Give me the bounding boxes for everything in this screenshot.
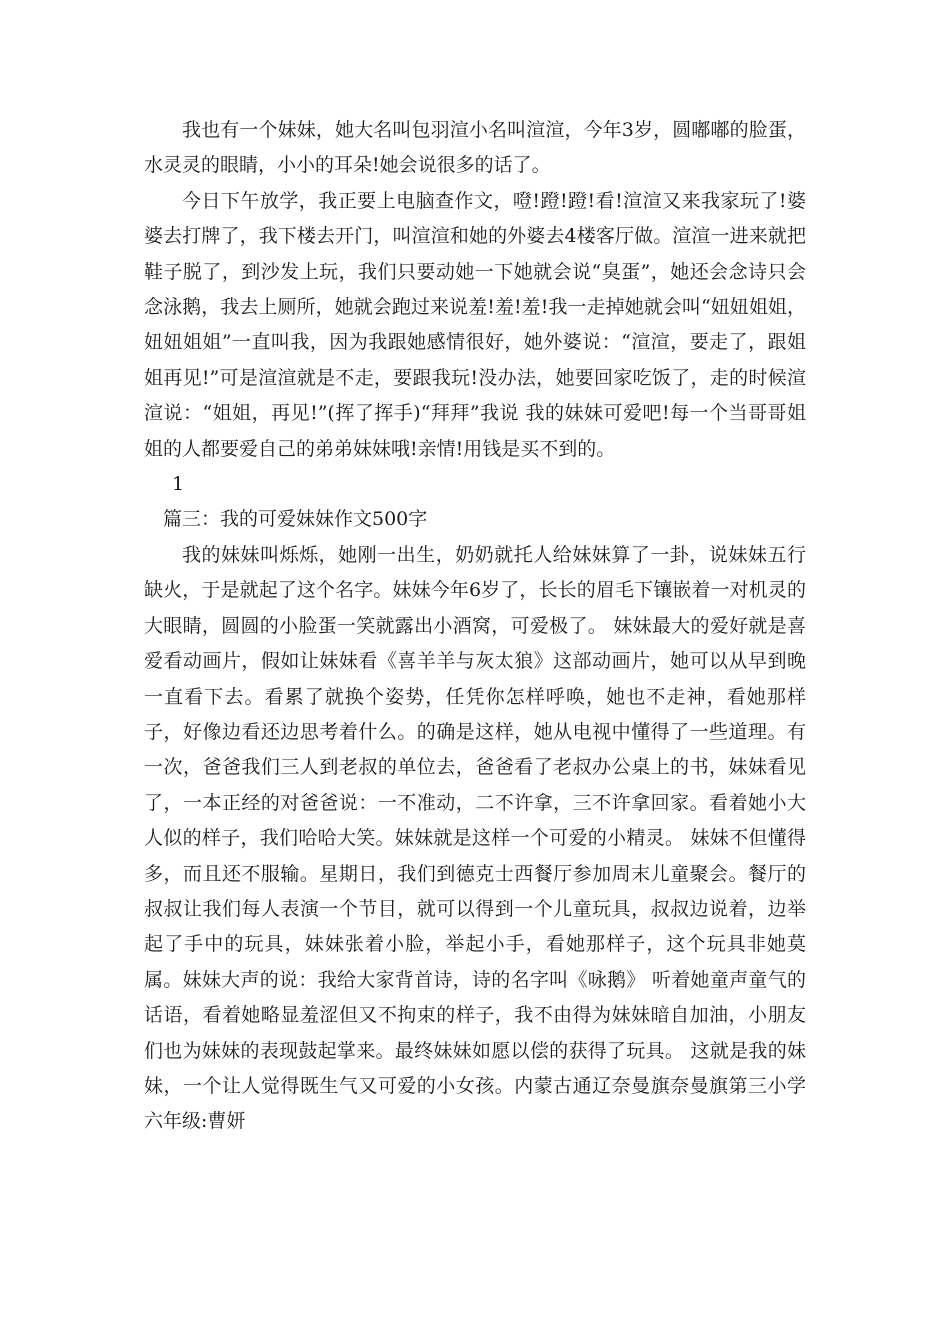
document-body — [144, 113, 806, 1140]
page-number: 1 — [172, 473, 185, 496]
paragraph-intro: 我也有一个妹妹，她大名叫包羽渲小名叫渲渲，今年3岁，圆嘟嘟的脸蛋，水灵灵的眼睛，小小的耳朵!她会说很多的话了。 — [144, 119, 806, 177]
section-heading: 篇三：我的可爱妹妹作文500字 — [163, 508, 428, 531]
paragraph-essay-body: 我的妹妹叫烁烁，她刚一出生，奶奶就托人给妹妹算了一卦，说妹妹五行缺火，于是就起了这个名字。妹妹今年6岁了，长长的眉毛下镶嵌着一对机灵的大眼睛，圆圆的小脸蛋一笑就露出小酒窝，可爱极了。 妹妹最大的爱好就是喜爱看动画片，假如让妹妹看《喜羊羊与灰太狼》这部动画片，她可以从早到晚一直看下去。看累了就换个姿势，任凭你怎样呼唤，她也不走神，看她那样子，好像边看还边思考着什么。的确是这样，她从电视中懂得了一些道理。有一次，爸爸我们三人到老叔的单位去，爸爸看了老叔办公桌上的书，妹妹看见了，一本正经的对爸爸说：一不准动，二不许拿，三不许拿回家。看着她小大人似的样子，我们哈哈大笑。妹妹就是这样一个可爱的小精灵。 妹妹不但懂得多，而且还不服输。星期日，我们到德克士西餐厅参加周末儿童聚会。餐厅的叔叔让我们每人表演一个节目，就可以得到一个儿童玩具，叔叔边说着，边举起了手中的玩具，妹妹张着小脸，举起小手，看她那样子，这个玩具非她莫属。妹妹大声的说：我给大家背首诗，诗的名字叫《咏鹅》 听着她童声童气的话语，看着她略显羞涩但又不拘束的样子，我不由得为妹妹暗自加油，小朋友们也为妹妹的表现鼓起掌来。最终妹妹如愿以偿的获得了玩具。 这就是我的妹妹，一个让人觉得既生气又可爱的小女孩。内蒙古通辽奈曼旗奈曼旗第三小学六年级:曹妍 — [144, 543, 806, 1133]
paragraph-afternoon-visit: 今日下午放学，我正要上电脑查作文，噔!蹬!蹬!看!渲渲又来我家玩了!婆婆去打牌了，我下楼去开门，叫渲渲和她的外婆去4楼客厅做。渲渲一进来就把鞋子脱了，到沙发上玩，我们只要动她一下她就会说“臭蛋”，她还会念诗只会念泳鹅，我去上厕所，她就会跑过来说羞!羞!羞!我一走掉她就会叫“妞妞姐姐，妞妞姐姐”一直叫我，因为我跟她感情很好，她外婆说：“渲渲，要走了，跟姐姐再见!”可是渲渲就是不走，要跟我玩!没办法，她要回家吃饭了，走的时候渲渲说：“姐姐，再见!”(挥了挥手)“拜拜”我说 我的妹妹可爱吧!每一个当哥哥姐姐的人都要爱自己的弟弟妹妹哦!亲情!用钱是买不到的。 — [144, 189, 806, 460]
